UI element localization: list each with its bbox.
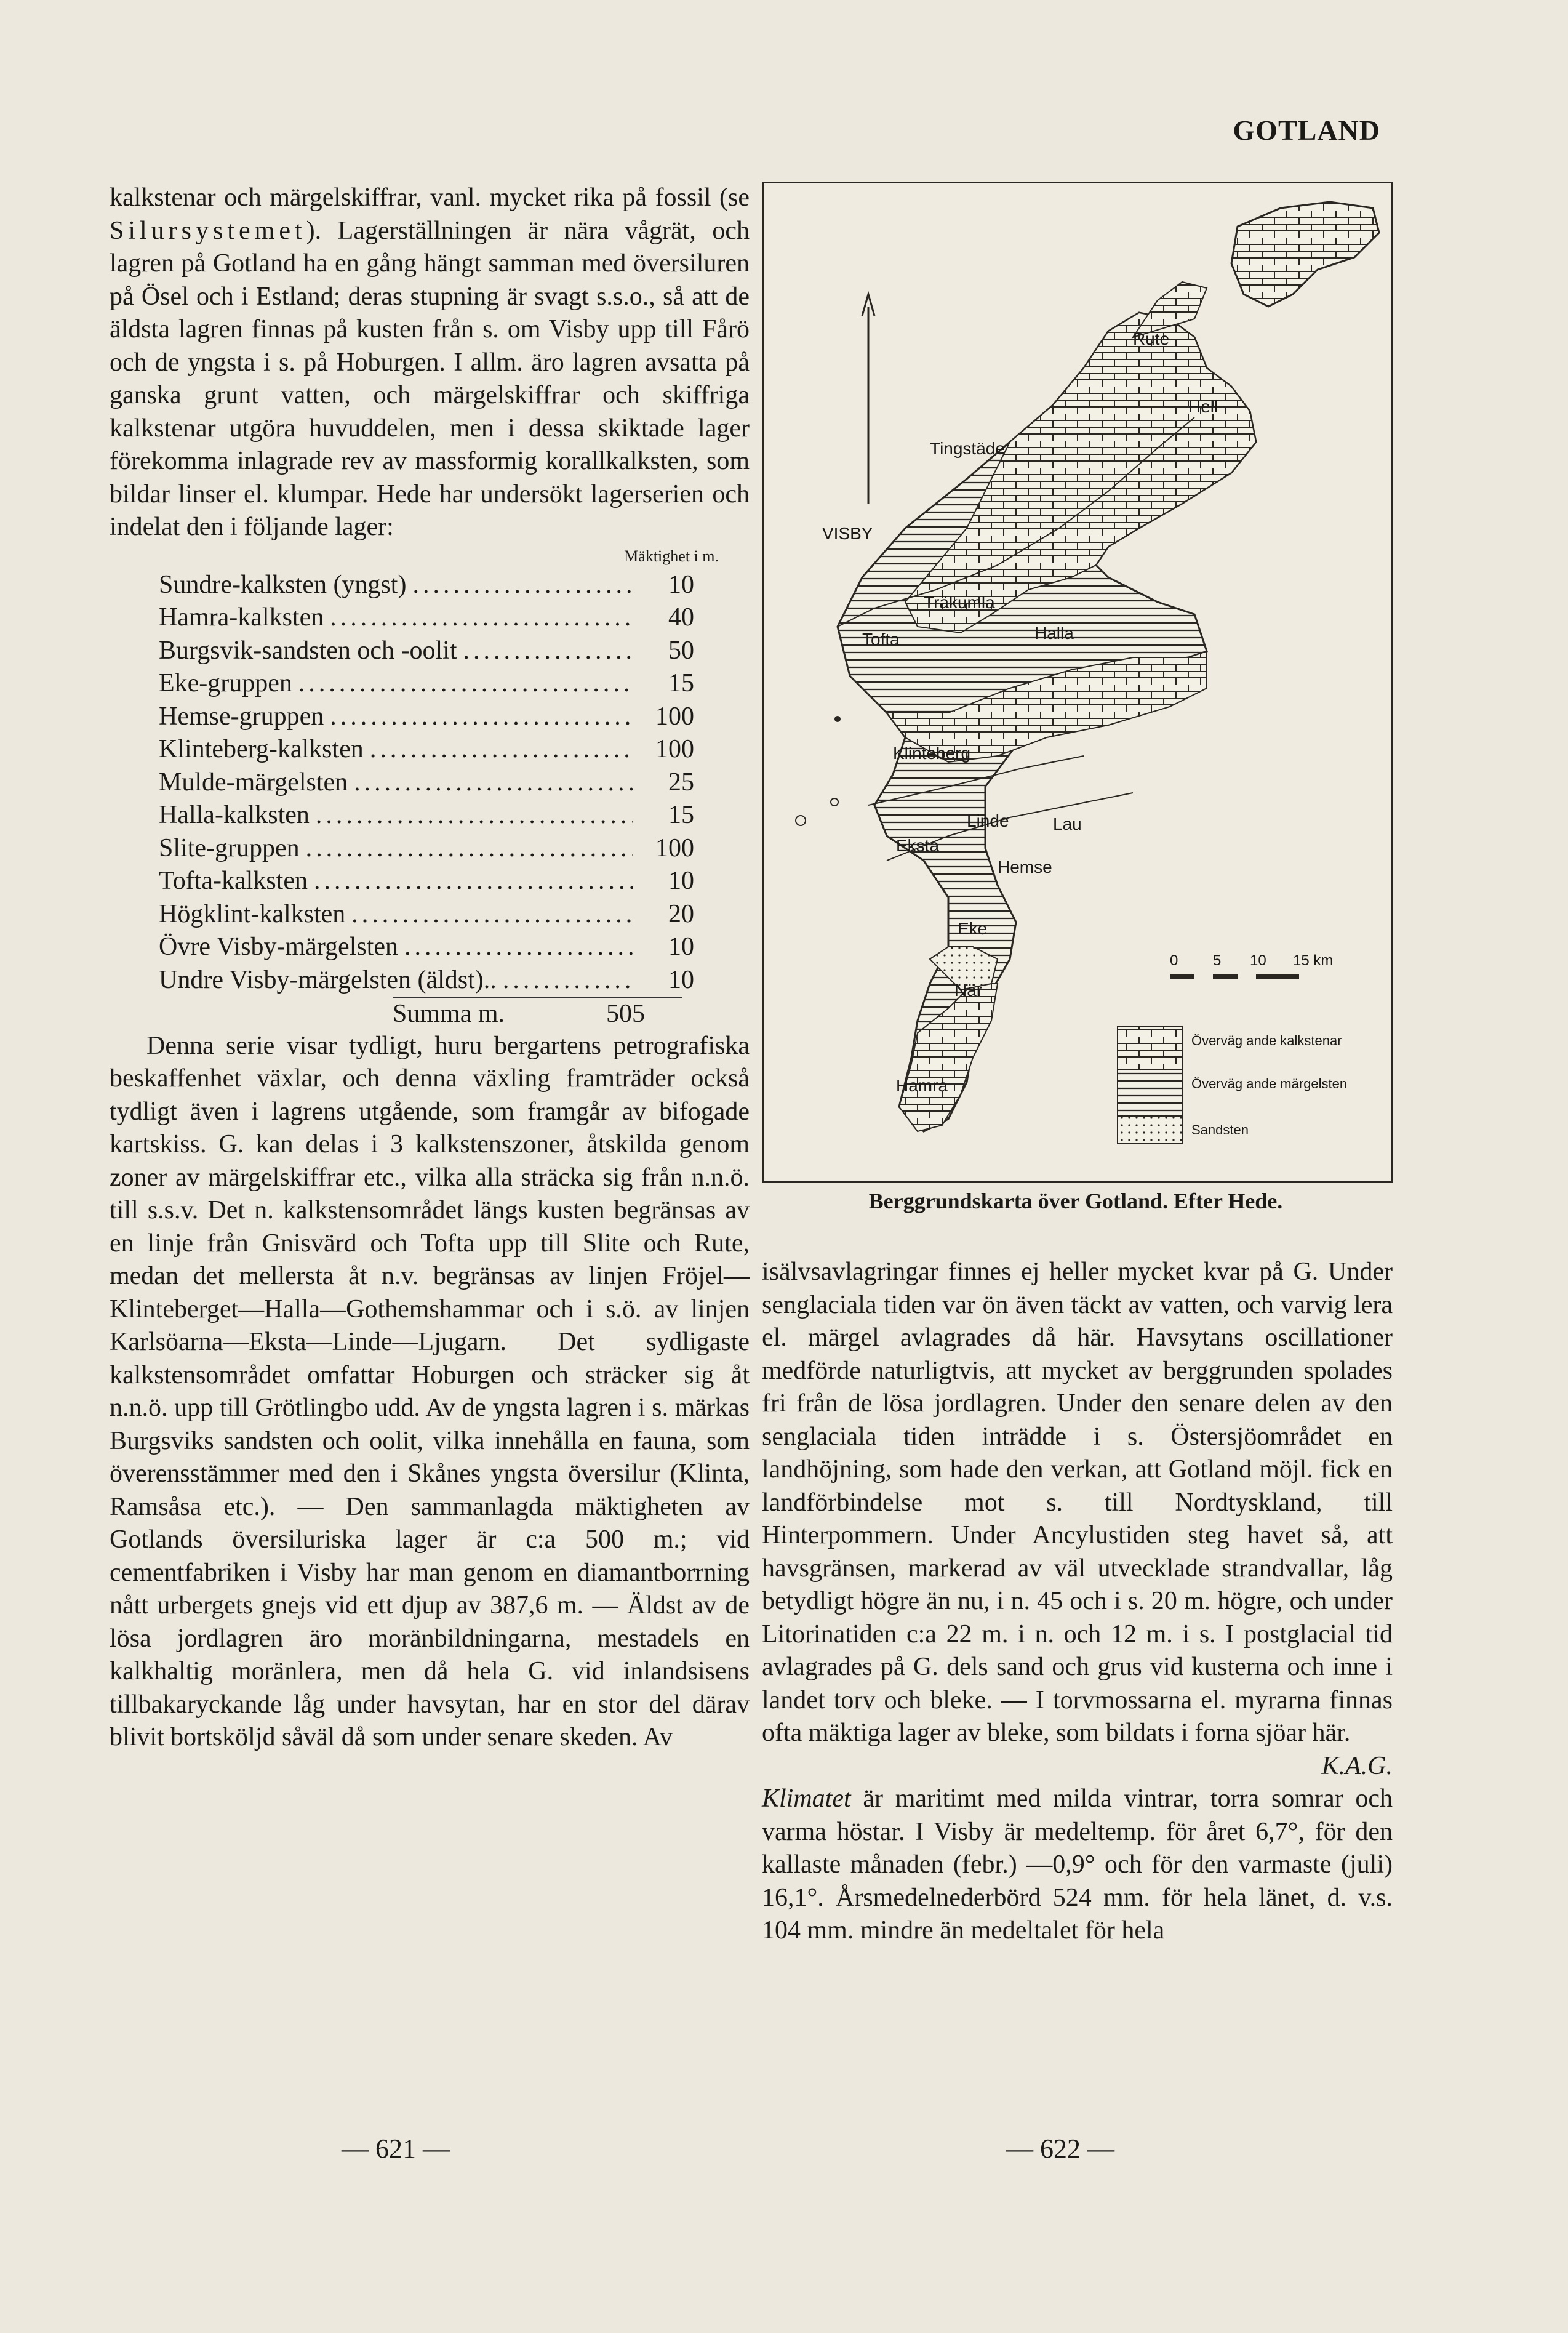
scale-tick-0: 0 [1170,952,1178,969]
leader-dots [354,766,633,800]
stratum-thickness: 40 [668,603,694,632]
legend-swatch-limestone [1118,1027,1182,1070]
leader-dots [404,931,633,964]
map-label-klinteberg: Klinteberg [893,744,971,763]
stratum-thickness: 100 [655,833,694,862]
table-row [159,635,731,668]
map-label-hemse: Hemse [998,857,1052,877]
map-label-trakumla: Träkumla [924,593,995,612]
karlso-island-1 [796,816,806,825]
stratum-name: Hemse-gruppen [159,702,324,731]
stratum-name: Högklint-kalksten [159,899,346,928]
stratum-name: Övre Visby-märgelsten [159,933,399,961]
leader-dots [298,667,633,701]
map-label-rute: Rute [1133,329,1170,348]
map-label-tofta: Tofta [862,630,900,649]
table-row [159,701,731,734]
map-label-linde: Linde [967,811,1009,830]
right-paragraph-2 [762,1783,1393,1948]
stratum-thickness: 10 [668,933,694,961]
table-header: Mäktighet i m. [624,547,719,565]
gotland-map [764,183,1391,1181]
table-row [159,832,731,865]
leader-dots [412,569,633,602]
table-row [159,799,731,832]
map-label-visby: VISBY [822,524,873,543]
left-paragraph-2: Denna serie visar tydligt, huru bergartens petrografiska beskaffenhet växlar, och denna växling framträder också tydligt även i lagrens utgående, som framgår av bifogade kartskiss. G. kan delas i 3 kalkstenszoner, åtskilda genom zoner av märgelskiffrar etc., vilka alla sträcka sig från n.n.ö. till s.s.v. Det n. kalkstensområdet längs kusten begränsas av en linje från Gnisvärd och Tofta upp till Slite och Rute, medan det mellersta åt n.v. begränsas av linjen Fröjel—Klinteberget—Halla—Gothemshammar och i s.ö. av linjen Karlsöarna—Eksta—Linde—Ljugarn. Det sydligaste kalkstensområdet omfattar Hoburgen och sträcker sig åt n.n.ö. upp till Grötlingbo udd. Av de yngsta lagren i s. märkas Burgsviks sandsten och oolit, vilka innehålla en fauna, som överensstämmer med den i Skånes yngsta översilur (Klinta, Ramsåsa etc.). — Den sammanlagda mäktigheten av Gotlands översiluriska lager är c:a 500 m.; vid cementfabriken i Visby har man genom en diamantborrning nått urbergets gnejs vid ett djup av 387,6 m. — Äldst av de lösa jordlagren äro moränbildningarna, mestadels en kalkhaltig moränlera, men då hela G. vid inlandsisens tillbakaryckande låg under havsytan, har en stor del därav blivit bortsköljd såväl då som under senare skeden. Av [110,1031,750,1751]
stratum-name: Burgsvik-sandsten och -oolit [159,636,457,665]
running-head: GOTLAND [1233,114,1380,146]
scale-tick-5: 5 [1213,952,1222,969]
leader-dots [306,832,633,865]
leader-dots [316,799,633,832]
stratum-name: Eke-gruppen [159,669,292,697]
stratum-name: Halla-kalksten [159,801,310,829]
table-sum [159,997,682,1030]
stratum-thickness: 20 [668,899,694,928]
figure-caption: Berggrundskarta över Gotland. Efter Hede. [868,1189,1283,1213]
stratum-name: Mulde-märgelsten [159,768,348,797]
leader-dots [503,964,633,997]
leader-dots [463,635,633,668]
signature: K.A.G. [1321,1751,1393,1780]
map-label-tingstade: Tingstäde [930,439,1005,458]
klimatet-heading: Klimatet [762,1785,851,1813]
stratum-thickness: 100 [655,735,694,763]
right-para2-text: är maritimt med milda vintrar, torra somrar och varma höstar. I Visby är medeltemp. för året 6,7°, för den kallaste månaden (febr.) —0,9° och för den varmaste (juli) 16,1°. Årsmedelnederbörd 524 mm. för hela länet, d. v.s. 104 mm. mindre än medeltalet för hela [762,1785,1393,1945]
table-row [159,733,731,766]
scale-tick-10: 10 [1250,952,1266,969]
islet [834,716,841,722]
folio-right: — 622 — [1006,2134,1114,2164]
left-column [110,182,750,1754]
legend-marl: Överväg ande märgelsten [1191,1076,1348,1091]
table-row [159,766,731,800]
scale-bar [1170,952,1333,979]
geological-map-figure [762,182,1393,1183]
stratum-thickness: 15 [668,669,694,697]
map-label-eksta: Eksta [896,836,940,855]
left-paragraph-1 [110,182,750,544]
strata-table [159,544,731,1030]
stratum-thickness: 10 [668,867,694,895]
table-row [159,601,731,635]
left-para1-text: kalkstenar och märgelskiffrar, vanl. mycket rika på fossil (se [110,183,750,212]
table-row [159,569,731,602]
leader-dots [314,865,633,898]
stratum-name: Slite-gruppen [159,833,300,862]
stratum-name: Tofta-kalksten [159,867,308,895]
table-row [159,898,731,931]
legend-sandstone: Sandsten [1191,1122,1249,1138]
faro-island [1231,202,1379,307]
scale-tick-15: 15 km [1293,952,1334,969]
sum-value: 505 [606,1000,645,1028]
map-label-hamra: Hamra [896,1076,948,1095]
stratum-thickness: 10 [668,965,694,994]
stratum-thickness: 100 [655,702,694,731]
leader-dots [330,601,633,635]
legend-limestone: Överväg ande kalkstenar [1191,1033,1342,1048]
table-row [159,865,731,898]
stratum-name: Hamra-kalksten [159,603,324,632]
stratum-thickness: 15 [668,801,694,829]
left-para1-rest: ). Lagerställningen är nära vågrät, och lagren på Gotland ha en gång hängt samman med översiluren på Ösel och i Estland; deras stupning är svagt s.s.o., så att de äldsta lagren finnas på kusten från s. om Visby upp till Fårö och de yngsta i s. på Hoburgen. I allm. äro lagren avsatta på ganska grunt vatten, och märgelskiffrar och skiffriga kalkstenar utgöra huvuddelen, men i dessa skiktade lager förekomma inlagrade rev av massformig korallkalksten, som bildar linser el. klumpar. Hede har undersökt lagerserien och indelat den i följande lager: [110,216,750,541]
map-label-hell: Hell [1188,397,1218,416]
karlso-island-2 [831,798,838,806]
leader-dots [370,733,633,766]
legend-swatch-marl [1118,1070,1182,1116]
map-legend [1118,1027,1347,1144]
map-label-nar: När [954,981,983,1000]
legend-swatch-sandstone [1118,1116,1182,1144]
map-label-lau: Lau [1053,814,1082,833]
stratum-thickness: 25 [668,768,694,797]
leader-dots [351,898,633,931]
table-row [159,931,731,964]
leader-dots [330,701,633,734]
right-column [762,1256,1393,1948]
table-row [159,667,731,701]
stratum-name: Sundre-kalksten (yngst) [159,570,407,599]
map-label-eke: Eke [958,919,988,938]
sum-label: Summa m. [393,1000,505,1028]
left-para1-spaced: Silursystemet [110,216,306,245]
table-row [159,964,731,997]
stratum-thickness: 10 [668,570,694,599]
right-para1-text: isälvsavlagringar finnes ej heller mycket kvar på G. Under senglaciala tiden var ön även täckt av vatten, och varvig lera el. märgel avlagrades då här. Havsytans oscillationer medförde naturligtvis, att mycket av berggrunden spolades fri från de lösa jordlagren. Under den senare delen av den senglaciala tiden inträdde i s. Östersjöområdet en landhöjning, som hade den verkan, att Gotland möjl. fick en landförbindelse mot s. till Nordtyskland, till Hinterpommern. Under Ancylustiden steg havet så, att havsgränsen, markerad av väl utvecklade strandvallar, låg betydligt högre än nu, i n. 45 och i s. 20 m. högre, och under Litorinatiden c:a 22 m. i n. och 12 m. i s. I postglacial tid avlagrades på G. dels sand och grus vid kusterna och inne i landet torv och bleke. — I torvmossarna el. myrarna finnas ofta mäktiga lager av bleke, som bildats i forna sjöar här. [762,1258,1393,1747]
right-paragraph-1 [762,1256,1393,1780]
stratum-thickness: 50 [668,636,694,665]
map-label-halla: Halla [1034,624,1074,643]
stratum-name: Undre Visby-märgelsten (äldst).. [159,965,497,994]
stratum-name: Klinteberg-kalksten [159,735,364,763]
folio-left: — 621 — [342,2134,450,2164]
north-arrow-icon [862,294,874,504]
